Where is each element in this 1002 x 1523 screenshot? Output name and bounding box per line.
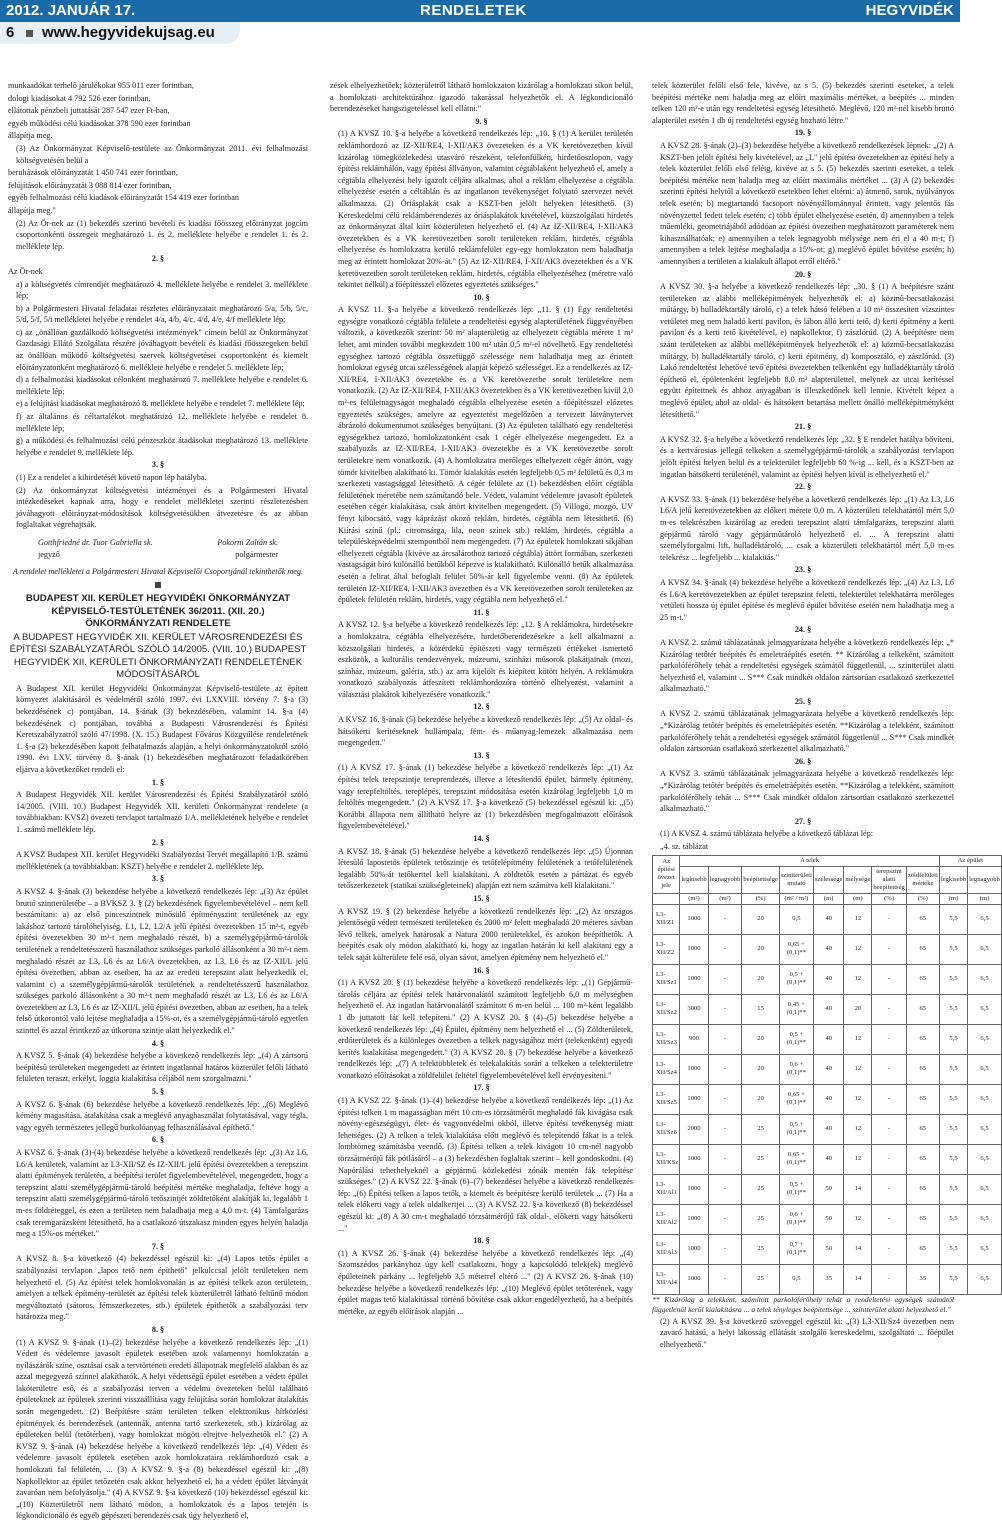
decree-subheading: A BUDAPEST HEGYVIDÉK XII. KERÜLET VÁROSRENDEZÉSI ÉS ÉPÍTÉSI SZABÁLYZATÁRÓL SZÓLÓ 14/2005. (VIII. 10.) BUDAPEST HEGYVIDÉK XII. KERÜLETI ÖNKORMÁNYZATI RENDELETÉNEK MÓDOSÍTÁSÁRÓL — [9, 631, 307, 681]
table-row — [653, 1084, 1002, 1114]
paragraph: A KVSZ 18. §-ának (5) bekezdése helyébe a következő rendelkezés lép: „(5) Újonnan létesülő lapostetős épületek tetőszintje és tetőfelépítmény felületének a tetőfelületének legalább 50%-át tetőkerttel kell kialakítani. A zöldtetők esetén a pártázat és egyéb tetőszerkezetek (statikai szükségleteinek) alapján ezt nem számítva kell kialakítani." — [338, 846, 633, 891]
table-cell: 6,5 — [968, 1084, 1002, 1114]
table-cell: 25 — [742, 1114, 779, 1144]
table-cell: 0,65 +(0,1)** — [779, 1084, 813, 1114]
table-unit: (m) — [939, 893, 967, 904]
section-number: 27. § — [794, 816, 812, 826]
table-cell: 40 — [813, 1114, 843, 1144]
separator-square-icon — [8, 580, 308, 592]
paragraph: A KVSZ 5. §-ának (4) bekezdése helyébe a következő rendelkezés lép: „(4) A zártsorú beépítésű területeken megengedett az érintett ingatlannal határos közterület felőli látható felületen teraszt, erkélyt, loggia kialakítása céljából nem szorgalmazni." — [16, 1051, 308, 1084]
table-cell: 0,6 +(0,1)** — [779, 1204, 813, 1234]
table-cell: 0,5 +(0,1)** — [779, 964, 813, 994]
page-number: 6 — [6, 24, 15, 41]
table-cell: 2000 — [680, 1114, 708, 1144]
table-cell: - — [872, 934, 907, 964]
paragraph: A KVSZ 6. §-ának (3)-(4) bekezdése helyébe a következő rendelkezés lép: „(3) Az L6, L6/A kerületek, valamint az L3-XII/SZ és IZ-XII/L jelű építési övezetekben a terepszint alatti építmények területén, a beépítési terület figyelembevételével, megengedett, hogy a terepszint alatti személygépjármű-tároló beépítési mértéke meghaladja, feltéve hogy a terepszint alatti személygépjármű-tároló tetőszintjét zöldtetőként alakítják ki, legalább 1 m-es földréteggel, és ezen a területen nem haladhatja meg a 4,0 m-t. (4) Támfalgarázs csak teremgarázsként létesíthető, ha a csatlakozó útszakasz minden egyes helyén haladja meg a 15%-os mértéket." — [16, 1148, 308, 1239]
list-item: f) az általános és céltartalékot meghatározó 12. melléklete helyébe e rendelet 8. melléklete lép; — [16, 412, 308, 433]
table-cell: 65 — [906, 1174, 939, 1204]
table-cell: 6,5 — [968, 934, 1002, 964]
table-cell: 50 — [813, 1234, 843, 1264]
table-row — [653, 1204, 1002, 1234]
zone-code-cell: L3-XII/Al4 — [653, 1264, 680, 1294]
section-number: 4. § — [151, 1038, 165, 1048]
table-cell: 65 — [906, 964, 939, 994]
paragraph: A Budapest XII. kerület Hegyvidéki Önkormányzat Képviselő-testülete az épített környezet alakításáról és védelméről szóló 1997. évi LXXVIII. törvény 7. §-a (3) bekezdésének c) pontjában, 14. §-ának (3) bekezdésében, valamint 14. §-a (4) bekezdésének c) pontjában, továbbá a Budapesti Városrendezési és Építési Keretszabályzatról szóló 47/1998. (X. 15.) Budapest Főváros Közgyűlése rendeletének 1. §-a (2) bekezdésében kapott felhatalmazás alapján, a helyi önkormányzatokról szóló 1990. évi LXV. törvény 8. §-ának (1) bekezdésében meghatározott feladatkörében eljárva a következőket rendeli el: — [16, 683, 308, 774]
paper-name: HEGYVIDÉK — [865, 2, 954, 19]
table-cell: 20 — [742, 1084, 779, 1114]
table-cell: - — [708, 1114, 742, 1144]
table-unit — [653, 893, 680, 904]
section-number: 9. § — [475, 116, 488, 126]
issue-date: 2012. JANUÁR 17. — [6, 2, 136, 19]
table-cell: 14 — [844, 1264, 872, 1294]
table-cell: 20 — [742, 904, 779, 934]
list-item: g) a működési és felhalmozási célú pénzeszköz átadásokat meghatározó 13. melléklete helyébe e rendelet 9. melléklete lép. — [16, 436, 308, 457]
table-header: legkisebb — [680, 866, 708, 893]
table-cell: 50 — [813, 1204, 843, 1234]
paragraph: A KVSZ 2. számú táblázatának jelmagyarázata helyébe a következő rendelkezés lép: „*Kizárólag tetőtér beépítés és emeletráépítés esetén. **Kizárólag a telekként, számított parkolóférőhely tehát a rendeltetési egységek számától függetlenül ... S*** Csak mindkét oldalon zártsorúan csatlakozó szerkezettel alkalmazható." — [660, 709, 954, 754]
section-number: 10. § — [473, 292, 490, 302]
table-cell: - — [872, 904, 907, 934]
paragraph: A KVSZ 12. §-a helyébe a következő rendelkezés lép: „12. § A reklámokra, hirdetésekre a homlokzatra, cégtábla elhelyezésére, hirdetőberendezésekre a kell alkalmazni a közszolgálati hirdetés, a közérdekű építészeti vagy természeti értékeket ismertető eszközök, a kulturális rendezvények, múzeumi, színházi műsorok plakátjainak (mozi, színház, múzeum, galéria, stb.) az arra kijelölt és kiépített kötött helyén. A reklámokra vonatkozó szabályozás átfeszített reklámhordozóra történő elhelyezést, valamint a választási plakátok kihelyezésére vonatkozik." — [338, 620, 633, 699]
table-header: beépítettsége — [742, 866, 779, 893]
table-cell: 0,65 +(0,1)** — [779, 1144, 813, 1174]
zone-code-cell: L3-XII/Al3 — [653, 1234, 680, 1264]
table-cell: - — [708, 1264, 742, 1294]
zone-code-cell: L3-XII/Al1 — [653, 1174, 680, 1204]
table-footnote: ** Kizárólag a telekként, számított parkolóférőhely tehát a rendeltetési egységek számától függetlenül kerül kialakításra ... a telek tényleges beépítettsége ... szintterület alatti helyezhető el." — [652, 1294, 954, 1314]
table-cell: 5,5 — [939, 1144, 967, 1174]
table-cell: 25 — [742, 1264, 779, 1294]
section-number: 2. § — [151, 254, 165, 264]
section-number: 12. § — [473, 702, 490, 712]
paragraph: (2) A KVSZ 39. §-a következő szöveggel egészül ki: „(3) L3-XII/Sz4 övezetben nem zavaró hatású, a helyi lakosság ellátását szolgáló kereskedelmi, szolgáltató ... főépület elhelyezhető." — [660, 1316, 954, 1349]
table-cell: - — [708, 1054, 742, 1084]
zone-code-cell: L3-XII/Sz5 — [653, 1084, 680, 1114]
table-cell: - — [872, 1024, 907, 1054]
section-number: 3. § — [151, 874, 165, 884]
table-header: Az épület — [939, 855, 1001, 866]
table-cell: 65 — [906, 1144, 939, 1174]
table-cell: 0,5 +(0,1)** — [779, 1174, 813, 1204]
table-unit: (m²) — [708, 893, 742, 904]
table-header: mélysége — [844, 866, 872, 893]
table-cell: 12 — [844, 934, 872, 964]
table-cell: 5,5 — [939, 934, 967, 964]
budget-line: ellátottak pénzbeli juttatását 287 547 ezer Ft-ban, — [8, 106, 170, 116]
table-cell: 0,6 +(0,1)** — [779, 1054, 813, 1084]
section-number: 14. § — [473, 834, 490, 843]
zone-code-cell: L3-XII/Sz1 — [653, 964, 680, 994]
table-cell: 20 — [742, 964, 779, 994]
article-columns — [0, 80, 1000, 1521]
table-cell: 5,5 — [939, 994, 967, 1024]
table-unit: (m) — [813, 893, 843, 904]
table-cell: - — [872, 994, 907, 1024]
table-cell: - — [872, 1054, 907, 1084]
table-cell: 40 — [813, 1054, 843, 1084]
paragraph: A KVSZ 34. §-ának (4) bekezdése helyébe a következő rendelkezés lép: „(4) Az L3, L6 és L6/A keretövezetekben az épület terepszint feletti, telekterület telekhatárra merőleges vetületi hossza új épület építése és meglévő épület bővítése esetén nem haladhatja meg a 25 m-t." — [660, 577, 954, 622]
table-cell: 5,5 — [939, 904, 967, 934]
paragraph: (1) A KVSZ 22. §-ának (1)–(4) bekezdése helyébe a következő rendelkezés lép: „(1) Az építési telken 1 m magasságban mért 10 cm-es törzsátmérőt meghaladó fák kivágása csak növény-egészségügyi, élet- és vagyonvédelmi okból, illetve építési tevékenység miatt lehetséges. (2) A telken a telek kialakítása előtt meglévő és telepítendő fákat is a telek lombtömeg számításba veendő. (3) Építési telken a telek kivágott 10 cm-nél nagyobb törzsátmérőjű fák pótlásáról – a (3) bekezdésben foglaltak szerint – kell gondoskodni. (4) Napórálási teherhelyeknél a gépjármű közlekedési zónák mentén fák telepítése szükséges." (2) A KVSZ 22. §-ának (6)–(7) bekezdései helyébe a következő rendelkezés lép: „(6) Építési telken a lapos tetők, a kiemelt és beépítésre kerülő területek ... (7) Ha a telek előkerti vagy a telek oldalkertjei ... (3) A KVSZ 22. §-a következő (8) bekezdéssel egészül ki: „(8) A 30 cm-t meghaladó törzsátmérőjű fák oldal-, előkerti vagy hátsókerti ..." — [338, 1096, 633, 1233]
paragraph: (1) A KVSZ 20. § (1) bekezdése helyébe a következő rendelkezés lép: „(1) Gépjármű-tárolás céljára az építési telek határvonalától számított legfeljebb 6,0 m mélységben helyezhető el. Az ingatlan határvonalától számított 6 m-en belül ... 100 m²-ként legalább 1 db juttatott fát kell telepíteni." (2) A KVSZ 20. § (4)–(5) bekezdése helyébe a következő rendelkezés lép: „(4) Épület, építmény nem helyezhető el ... (5) Zöldterületek, erdőterületek és a különleges övezetben a telkek nagyságához mért (telekenként) egyedi kerítés kialakítása megengedett." (3) A KVSZ 20. § (7) bekezdése helyébe a következő rendelkezés lép: „(7) A telektöbbletek és telekalakítás során a telkeken a telekterületre vonatkozó előírásokat a zöldfelület feltétel figyelembevételével kell érvényesíteni." — [338, 978, 633, 1080]
table-cell: 3000 — [680, 994, 708, 1024]
table-row — [653, 1054, 1002, 1084]
table-header: zöldfelületi mértéke — [906, 866, 939, 893]
section-number: 21. § — [794, 422, 812, 432]
zone-code-cell: L3-XII/Sz4 — [653, 1054, 680, 1084]
table-row — [653, 1144, 1002, 1174]
table-cell: 20 — [742, 1054, 779, 1084]
table-cell: 6,5 — [968, 1174, 1002, 1204]
zone-code-cell: L3-XII/Z2 — [653, 934, 680, 964]
paragraph: A KVSZ 2. számú táblázatának jelmagyarázata helyébe a következő rendelkezés lép: „* Kizárólag tetőtér beépítés és emeletráépítés esetén. ** Kizárólag a telkeként, számított parkolóférőhely tehát a rendeltetési egységek számától függetlenül, ... szintterület alatti helyezhető el, valamint ... S*** Csak mindkét oldalon zártsorúan csatlakozó szerkezettel alkalmazható." — [660, 637, 954, 694]
table-header: szintterületi mutató — [779, 866, 813, 893]
table-cell: - — [708, 1084, 742, 1114]
table-caption: „4. sz. táblázat — [660, 842, 709, 851]
zone-code-cell: L3-XII/Z1 — [653, 904, 680, 934]
table-cell: 6,5 — [968, 964, 1002, 994]
paragraph: A KVSZ Budapest XII. kerület Hegyvidéki Szabályozási Tervét megállapító 1/B. számú mellékletének (a továbbiakban: KSZT) helyébe e rendelet 2. melléklete lép. — [16, 850, 308, 871]
column-1 — [8, 80, 308, 1523]
section-number: 5. § — [151, 1087, 165, 1097]
section-number: 1. § — [151, 777, 165, 787]
list-item: e) a felújítási kiadásokat meghatározó 8. melléklete helyébe e rendelet 7. melléklete lép; — [16, 399, 305, 409]
section-number: 13. § — [473, 750, 490, 760]
budget-line: egyéb működési célú kiadásokat 378 590 ezer forintban — [8, 118, 191, 128]
table-cell: - — [872, 1264, 907, 1294]
table-cell: 1000 — [680, 1174, 708, 1204]
table-cell: 0,7 +(0,1)** — [779, 1234, 813, 1264]
section-number: 24. § — [794, 625, 812, 635]
table-cell: 25 — [742, 1144, 779, 1174]
section-number: 7. § — [151, 1241, 165, 1251]
table-cell: 65 — [906, 1054, 939, 1084]
section-number: 19. § — [794, 128, 812, 138]
paragraph: A Budapest Hegyvidék XII. kerület Városrendezési és Építési Szabályzatáról szóló 14/2005. (VIII. 10.) Budapest Hegyvidék XII. kerületi Önkormányzat rendelete (a továbbiakban: KVSZ) övezeti tervlapot tartalmazó 1/A. mellékletének helyébe e rendelet 1. számú melléklete lép. — [16, 790, 308, 834]
table-cell: 6,5 — [968, 1234, 1002, 1264]
table-unit: (m) — [844, 893, 872, 904]
table-cell: 40 — [813, 964, 843, 994]
list-item: a) a költségvetés címrendjét meghatározó 4. melléklete helyébe e rendelet 3. melléklete lép; — [16, 279, 308, 301]
table-cell: 5,5 — [939, 1114, 967, 1144]
table-header: Az építési övezet jele — [653, 855, 680, 893]
table-cell: 0,5 — [779, 1264, 813, 1294]
table-cell: 65 — [906, 1084, 939, 1114]
table-cell: 12 — [844, 1204, 872, 1234]
table-cell: 0,5 — [779, 904, 813, 934]
section-number: 8. § — [151, 1324, 165, 1334]
paragraph: (1) Ez a rendelet a kihirdetését követő napon lép hatályba. — [16, 473, 207, 482]
table-unit: (%) — [872, 893, 907, 904]
table-cell: 5,5 — [939, 1174, 967, 1204]
table-row — [653, 934, 1002, 964]
table-cell: 1000 — [680, 904, 708, 934]
budget-line: dologi kiadásokat 4 792 526 ezer forintban, — [8, 93, 151, 103]
table-cell: 0,5 +(0,1)** — [779, 1024, 813, 1054]
signature-left-name: Gotthfriedné dr. Tuor Gabriella sk. — [38, 537, 153, 547]
table-header: legnagyobb — [968, 866, 1002, 893]
table-unit: (%) — [906, 893, 939, 904]
paragraph: A KVSZ 32. §-a helyébe a következő rendelkezés lép: „32. § E rendelet hatálya bővíteni, és a kertvárosias jellegű telkeken a személygépjármű-tárolók a szabályozási tervlapon jelölt építési helyen belül és a telekterület legfeljebb 60 %-ig ... kell, és a KSZT-ben az ingatlan hátsókerti területénél, valamint az építési helyen kívül is elhelyezhető el." — [660, 434, 954, 479]
table-unit: (m² / m²) — [779, 893, 813, 904]
table-cell: - — [872, 1234, 907, 1264]
table-row — [653, 994, 1002, 1024]
paragraph: A KVSZ 16. §-ának (5) bekezdése helyébe a következő rendelkezés lép: „(5) Az oldal- és hátsókerti kerítéseknek hullámpala, fém- és műanyag-lemezek alkalmazása nem megengedett." — [338, 715, 633, 748]
table-row — [653, 1234, 1002, 1264]
table-header: szélessége — [813, 866, 843, 893]
table-row — [653, 1174, 1002, 1204]
table-cell: 65 — [906, 1024, 939, 1054]
table-cell: 5,5 — [939, 964, 967, 994]
list-item: c) az „önállóan gazdálkodó költségvetési intézmények" címein belül az Önkormányzat Gazdasági Ellátó Szolgálata részére jóváhagyott bevételi és kiadási főösszegeken belül az önállóan működő költségvetési szervek költségvetései csoportonként és kiemelt előirányzatonként meghatározó 6. melléklete helyébe e rendelet 5. melléklete lép; — [16, 327, 308, 372]
table-cell: 40 — [813, 904, 843, 934]
bullet-square-icon — [26, 30, 33, 37]
table-cell: 40 — [813, 1144, 843, 1174]
table-cell: 1000 — [680, 1234, 708, 1264]
table-cell: 40 — [813, 1024, 843, 1054]
paragraph: (1) A KVSZ 26. §-ának (4) bekezdése helyébe a következő rendelkezés lép: „(4) Szomszédos parkányhoz úgy kell csatlakozni, hogy a kapcsolódó telek(ek) meglévő épületeinek párkány ... legfeljebb 3,5 méterrel eltérő ..." (2) A KVSZ 26. §-ának (10) bekezdése helyébe a következő rendelkezés lép: „(10) Meglévő épület tetőterének, vagy épület magas tető kialakítással történő bővítése csak akkor engedélyezhető, ha a beépítés mértéke, az egyéb előírások alapján ... — [338, 1248, 633, 1316]
zone-code-cell: L3-XII/Al2 — [653, 1204, 680, 1234]
table-cell: - — [708, 1144, 742, 1174]
table-cell: 65 — [906, 1204, 939, 1234]
paragraph: A KVSZ 6. §-ának (6) bekezdése helyébe a következő rendelkezés lép: „(6) Meglévő kémény magasítása, átalakítása csak a meglévő anyaghasználat folytatásával, vagy tégla, vagy egyéb természetes jellegű burkolóanyag felhasználásával építhető." — [16, 1099, 308, 1132]
paragraph: A KVSZ 19. § (2) bekezdése helyébe a következő rendelkezés lép: „(2) Az országos jelentőségű védett természeti területeken és 2000 m² felett meghaladó 20 méteres sávban lévő telkek, amelyek határosak a Natura 2000 területekkel, és azokon beépíthetők. A beépítés csak oly módon alakítható ki, hogy az ingatlan határán ki kell alakítani egy a telek saját külterülete felé eső, olyan sávot, amelyen építmény nem helyezhető el." — [338, 906, 633, 962]
paragraph: A KVSZ 4. §-ának (3) bekezdése helyébe a következő rendelkezés lép: „(3) Az épület bruttó szintterületébe – a BVKSZ 3. § (2) bekezdésének figyelembevételével – nem kell beszámítani: a) az első pinceszintnek minősülő építményszint területének az egy lakáshoz tartozó tárolóhelyiség, L1, L2, L2/A jelű építési övezetekben 15 m²-t, egyéb építési övezetekben 30 m²-t nem meghaladó részét, b) a személygépjármű-tárolók területének a rendeltetésszerű használathoz szükséges parkoló állásonként a 30 m²-t nem meghaladó részét az L3, L6 és az L6/A övezetekben, az L3, L6 és az IZ-XII/L jelű építési övezetben, abban az esetben, ha az az eredeti terepszint alatt helyezkedik el, valamint c) a személygépjármű-tárolók területének a rendeltetésszerű használathoz szükséges parkoló állásonként a 30 m²-t nem meghaladó részét az L3, L6 és az L6/A övezetekben az L3, L6 és az IZ-XII/L jelű építési övezetben, abban az esetben, ha a telek felső útkorontól való lejtése meghaladja a 15%-ot, és a személygépjármű-tároló egyetlen szinttel és azzal érintkező az útkorona szintje alatt helyezkedik el." — [16, 886, 308, 1036]
zone-code-cell: L3-XII/Sz2 — [653, 994, 680, 1024]
table-cell: 35 — [813, 1264, 843, 1294]
paragraph: (3) Az Önkormányzat Képviselő-testülete az Önkormányzat 2011. évi felhalmozási költségvetésén belül a — [16, 143, 308, 165]
table-unit: (%) — [742, 893, 779, 904]
table-cell: - — [872, 964, 907, 994]
zoning-table — [652, 855, 1002, 1295]
table-cell: 65 — [906, 994, 939, 1024]
table-cell: - — [872, 1174, 907, 1204]
site-url[interactable]: www.hegyvidekujsag.eu — [42, 24, 215, 41]
signature-right-name: Pokorni Zoltán sk. — [217, 537, 278, 547]
table-row — [653, 1024, 1002, 1054]
table-header: terepszint alatti beépítettség — [872, 866, 907, 893]
budget-line: munkaadókat terhelő járulékokat 955 011 ezer forintban, — [8, 81, 194, 90]
table-cell: 40 — [813, 994, 843, 1024]
table-cell: 5,5 — [939, 1084, 967, 1114]
table-cell: 25 — [742, 1234, 779, 1264]
table-cell: 1000 — [680, 964, 708, 994]
table-cell: - — [708, 994, 742, 1024]
section-number: 22. § — [794, 482, 812, 492]
section-number: 18. § — [473, 1236, 490, 1246]
table-cell: 65 — [906, 1234, 939, 1264]
table-header: A telek — [680, 855, 940, 866]
paragraph: A KVSZ 28. §-ának (2)–(3) bekezdése helyébe a következő rendelkezések lépnek: „(2) A KSZT-ben jelölt építési hely kivételével, az „L" jelű építési övezetekben az építési hely a telek közterület felőli első feléig, kivéve az s 5. (5) bekezdés szerinti eseteket, a telek beépítési mértéke nem haladja meg az előírt maximális mértéket ... (3) A (2) bekezdés szerinti építési helytől a következő esetekben lehet eltérni: a) átmenő, sarok, nyúlványos telek esetén; b) megtartandó facsoport növényállománnyal érintett, vagy jelentős fás növényzettel fedett telek esetén; c) több épület elhelyezése esetén, d) amennyiben a telek műemléki, geometriájából adódóan az építési övezetben meghatározott paraméterek nem kihasználhatóak; e) amennyiben a telek legnagyobb mélysége nem éri el a 40 m-t; f) amennyiben a telek lejtése meghaladja a 15%-ot; g) meglévő épület bővítése esetén; h) amennyiben a területen a kialakult állapot erről eltérő." — [660, 140, 954, 266]
table-header: legkisebb — [939, 866, 967, 893]
table-cell: 6,5 — [968, 1204, 1002, 1234]
table-cell: 12 — [844, 1054, 872, 1084]
table-cell: 6,5 — [968, 1054, 1002, 1084]
table-cell: - — [708, 904, 742, 934]
table-cell: 40 — [813, 934, 843, 964]
section-number: 2. § — [151, 837, 165, 847]
table-cell: 5,5 — [939, 1234, 967, 1264]
table-unit: (m) — [968, 893, 1002, 904]
table-cell: 12 — [844, 904, 872, 934]
paragraph: A KVSZ 30. §-a helyébe a következő rendelkezés lép: „30. § (1) A beépítésre szánt területeken az alábbi melléképítmények helyezhetők el: a) közmű-becsatlakozási műtárgy, b) hulladéktartály tároló, c) a telek hátsó felében a 10 m² összesített vízszintes vetületet meg nem haladó kerti pavilon, és lábon álló kerti tető, d) kerti építmény a kerti pavilon és a kerti tető kivételével, e) napkollektor, f) zászlórúd. (2) A beépítésre nem szánt területeken az alábbi melléképítmények helyezhetők el: a) közmű-becsatlakozási műtárgy, b) hulladéktartály tároló, c) kerti építmény, d) komposztáló, e) zászlórúd. (3) Lakó rendeltetést lehetővé tevő építési övezetekben telkenként egy hulladéktartály tároló építhető el, épületenként legfeljebb 8,0 m² alapterülettel, melynek az utcai kerítéssel együtt építettnek és ahhoz anyagában is illeszkedőnek kell lennie. Kivételt képez a meglévő épület, ahol az oldal- és hátsókert betartása mellett önálló melléképítményként létesíthető." — [660, 282, 954, 419]
signature-titles — [38, 549, 278, 561]
top-bar — [0, 0, 960, 22]
table-cell: 6,5 — [968, 1264, 1002, 1294]
table-cell: 65 — [906, 934, 939, 964]
table-cell: 1000 — [680, 1054, 708, 1084]
table-cell: 12 — [844, 1144, 872, 1174]
table-cell: 0,65 +(0,1)** — [779, 934, 813, 964]
table-cell: 20 — [742, 934, 779, 964]
paragraph: (1) A KVSZ 10. §-a helyébe a következő rendelkezés lép: „10. § (1) A kerület területén reklámhordozó az IZ-XII/RE4, I-XII/AK3 övezeteken és a VK keretövezetben kívül kizárólag tömegközlekedési utasváró részeként, telefonfülkén, hirdetőoszlopon, vagy építési reklámhálón, vagy építési állványon, valamint cégtáblaként helyezhető el, amely a cégtábla elhelyezési hely igazolt céljára alkalmas, ahol a reklám elhelyezése a cégtábla elhelyezése esetén a céltáblán és az ingatlanon tevékenységet folytató szervezet nevét alkalmazza. (2) Óriásplakát csak a KSZT-ben jelölt helyeken létesíthető. (3) Kereskedelmi célú reklámberendezés az óriásplakátok kivételével, közszolgálati hirdetés az önkormányzat által kiírt közterületen helyezhető el. (4) Az IZ-XII/RE4, I-XII/AK3 övezetekben és a VK keretövezetben sorolt területeken reklám, hirdetés, cégtábla elhelyezése és homlokzatra kerülő reklámfelület egy-egy homlokzaton nem haladhatja meg az érintett homlokzat 20%-át." (5) Az IZ-XII/RE4, I-XII/AK3 övezetekben és a VK keretövezetben sorolt területeken reklám, hirdetés, cégtábla elhelyezéséhez (méretre való tekintet nélkül) a főépítésszel előzetes egyeztetés szükséges." — [338, 129, 633, 290]
zone-code-cell: L3-XII/Sz3 — [653, 1024, 680, 1054]
list-item: d) a felhalmozási kiadásokat célonként meghatározó 7. melléklete helyébe e rendelet 6. melléklete lép; — [16, 375, 308, 396]
zoning-table-body — [653, 904, 1002, 1294]
section-number: 20. § — [794, 269, 812, 279]
table-cell: 20 — [742, 1024, 779, 1054]
table-cell: 6,5 — [968, 1114, 1002, 1144]
budget-line: beruházások előirányzatát 1 450 741 ezer forintban, — [8, 168, 178, 178]
table-cell: 50 — [813, 1174, 843, 1204]
signature-right-title: polgármester — [235, 549, 278, 559]
paragraph: A KVSZ 33. §-ának (1) bekezdése helyébe a következő rendelkezés lép: „(1) Az L3, L6 L6/A jelű keretövezetekben az előkert mérete 0,0 m. A közterületi telekhatártól mért 5,0 m-es telekrészben kizárólag az eredeti terepszint alatti támfalgarázs, terepszint alatti gépjármű tároló vagy gépjárműtároló helyezhető el. ... A terepszint alatti személyforgalmi lift, hulladéktároló, ... csak a közterületi telekhatártól mért 5,0 m-es telekrész ... legfeljebb ... kialakítás." — [660, 494, 954, 562]
table-cell: 6,5 — [968, 994, 1002, 1024]
table-header: legnagyobb — [708, 866, 742, 893]
paragraph: (1) A KVSZ 17. §-ának (1) bekezdése helyébe a következő rendelkezés lép: „(1) Az építési telek terepszintje tereprendezés, illetve a létesítendő épület, bármely építmény, vagy terepfeltöltés, tereplépés, terepszint módosítása esetén kizárólag legfeljebb 1,0 m feltöltés megengedett." (2) A KVSZ 17. §-a következő (5) bekezdéssel egészül ki: „(5) Korábbi állapota nem állítható helyre az (1) bekezdésben megfogalmazott előírások figyelembevételével." — [338, 763, 633, 831]
table-cell: - — [872, 1144, 907, 1174]
table-cell: 1000 — [680, 934, 708, 964]
column-3 — [652, 80, 1000, 1351]
table-cell: - — [708, 1024, 742, 1054]
signature-names — [38, 537, 278, 549]
table-cell: 65 — [906, 904, 939, 934]
table-cell: 14 — [844, 1174, 872, 1204]
table-cell: 20 — [844, 994, 872, 1024]
table-cell: 5,5 — [939, 1204, 967, 1234]
table-cell: 14 — [844, 1234, 872, 1264]
section-number: 6. § — [151, 1135, 165, 1145]
table-cell: 6,5 — [968, 904, 1002, 934]
table-row — [653, 1264, 1002, 1294]
table-cell: 12 — [844, 1084, 872, 1114]
paragraph: (2) Az Ör-nek az (1) bekezdés szerinti bevételi és kiadási főösszeg előirányzat jogcím csoportonkénti összegeit meghatározó 1. és 2. melléklete helyébe e rendelet 1. és 2. melléklete lép. — [16, 218, 308, 251]
table-cell: 1000 — [680, 1144, 708, 1174]
budget-line: állapítja meg." — [8, 205, 56, 215]
paragraph: (1) A KVSZ 4. számú táblázata helyébe a következő táblázat lép: — [660, 829, 874, 839]
budget-line: egyéb felhalmozási célú kiadások előirányzatát 154 419 ezer forintban — [8, 193, 239, 203]
table-row — [653, 1114, 1002, 1144]
paragraph: (1) A KVSZ 9. §-ának (1)–(2) bekezdése helyébe a következő rendelkezés lép: „(1) Védett és védelemre javasolt épületek esetében azok valamennyi homlokzatán a nyílászárók színe, osztásai csak a tervtörténeti eredeti állapotnak megfelelő alakban és az azzal megegyező színnel alakíthatók. A helyi védettségű épület esetében a védett épület lakóterületre eső, és a szabályozási terven a védelmi övezeteken belül található épületeknek az épületek szerinti visszaállítása vagy felújítása során homlokzat átalakítás során megengedett. (2) Beépítésre szánt területen telken elektronikus hírközlési építmények és berendezések (antennák, antenna tartó szerkezetek, stb.) kizárólag az épületeken belül (tetőtérben), vagy homlokzat mögött elrejtve helyezhetők el." (2) A KVSZ 9. §-ának (4) bekezdése helyébe a következő rendelkezés lép: „(4) Védett és védelemre javasolt épületek esetében azok homlokzataira reklámhordozó csak a homlokzati fal felületén, ... (3) A KVSZ 9. §-a (8) bekezdéssel egészül ki: „(8) Napkollektor az épület tetőzetén csak akkor helyezhető el, ha a védett épület látványát zavaróan nem befolyásolja." (4) A KVSZ 9. §-a következő (10) bekezdéssel egészül ki: „(10) Közterületről nem látható módon, a homlokzatok és a lapos tetején is légkondicionáló és egyéb gépészeti berendezés csak úgy helyezhető el, — [16, 1337, 308, 1521]
budget-line: felújítások előirányzatát 3 088 814 ezer forintban, — [8, 180, 172, 190]
table-row — [653, 964, 1002, 994]
decree-heading: BUDAPEST XII. KERÜLET HEGYVIDÉKI ÖNKORMÁNYZAT KÉPVISELŐ-TESTÜLETÉNEK 36/2011. (XII. 20.) ÖNKORMÁNYZATI RENDELETE — [25, 593, 291, 630]
paragraph: telek közterület felőli első fele, kivéve, az s 5. (5) bekezdés szerinti eseteket, a telek beépítési mértéke nem haladja meg az előírt maximális mértéket, a beépítés ... minden telken 120 m²-e után egy rendeltetési egység létesíthető. Meglévő, 120 m²-nél kisebb bruttó alapterület esetén 1 db új rendeltetési egység hozható létre." — [652, 81, 954, 125]
table-cell: 25 — [742, 1174, 779, 1204]
paragraph: A KVSZ 8. §-a következő (4) bekezdéssel egészül ki: „(4) Lapos tetős épület a szabályozási tervlapon „lapos tető nem építhető" jelkulccsal jelölt területeken nem helyezhető el. (5) Az építési telek homlokvonalán is az építési telkek azon területein, amelyen a telkek építmény-területét az építési telek közterületről látható feltűnő módon megváltoztató (sátoros, fémszerkezetes, stb.) épületek építhetők a szabályozási terv határozza meg." — [16, 1254, 308, 1322]
section-number: 11. § — [473, 607, 490, 617]
table-cell: 65 — [906, 1114, 939, 1144]
section-title: RENDELETEK — [420, 2, 527, 19]
table-cell: 6,5 — [968, 1144, 1002, 1174]
table-cell: - — [708, 964, 742, 994]
table-cell: - — [708, 1174, 742, 1204]
annex-note: A rendelet mellékletei a Polgármesteri Hivatal Képviselői Csoportjánál tekinthetők meg. — [12, 567, 304, 577]
section-number: 17. § — [473, 1083, 490, 1093]
table-cell: 5,5 — [939, 1024, 967, 1054]
table-cell: 15 — [742, 994, 779, 1024]
table-cell: - — [872, 1084, 907, 1114]
table-cell: - — [708, 1204, 742, 1234]
table-cell: - — [708, 934, 742, 964]
section-number: 16. § — [473, 965, 490, 975]
paragraph: A KVSZ 3. számú táblázatának jelmagyarázata helyébe a következő rendelkezés lép: „*Kizárólag tetőtér beépítés és emeletráépítés esetén. **Kizárólag a telekként, számított parkolóférőhely tehát ... S*** Csak mindkét oldalon zártsorúan csatlakozó szerkezettel alkalmazható." — [660, 769, 954, 814]
paragraph: zések elhelyezhetőek; közterületről látható homlokzaton kizárólag a homlokzati síkon belül, a homlokzati architektúrához igazodó takarással helyezhetők el. A légkondicionáló berendezéseket hangszigeteléssel kell ellátni." — [330, 81, 633, 114]
table-cell: - — [872, 1114, 907, 1144]
table-cell: 12 — [844, 1114, 872, 1144]
table-cell: 1000 — [680, 1264, 708, 1294]
sub-bar — [0, 22, 960, 44]
table-cell: - — [708, 1234, 742, 1264]
signature-left-title: jegyző — [38, 549, 60, 559]
table-cell: 0,45 +(0,1)** — [779, 994, 813, 1024]
paragraph: A KVSZ 11. §-a helyébe a következő rendelkezés lép: „11. § (1) Egy rendeltetési egységre vonatkozó cégtábla felülete a rendeltetési egység alapterületének függvényében változik, a következők szerint: 50 m² alapterületig az elhelyezett cégtábla mérete 1 m² lehet, ami minden további megkezdett 100 m² után 0,5 m²-el növelhető. Egy rendeltetési egységhez tartozó cégtábla összefüggő szélessége nem haladhatja meg az érintett homlokzat egység utcai szélességének alapját képező szélességet. Ez a rendelkezés az IZ-XII/RE4, I-XII/AK3 övezetekbe és a VK keretövezetbe sorolt területekre nem vonatkozik. (2) Az IZ-XII/RE4, I-XII/AK3 övezetekben és a VK keretövezetben kívül 2,0 m²-es felületnagyságot meghaladó cégtábla elhelyezése esetén a főépítésszel előzetes egyeztetés szükséges, amelyre az egyeztetést megelőzően a tervezett látványtervet ábrázoló dokumentumot szükséges benyújtani. (3) Az épületen található egy rendeltetési egységekhez tartozó, homlokzatonként csak 1 cégér elhelyezése megengedett. Ez a szabályozás az IZ-XII/RE4, I-XII/AK3 övezetekbe és a VK keretövezetbe sorolt területekre nem vonatkozik. (4) A homlokzatra merőleges elhelyezett cégér áttört, vagy tömör kivitelben alakítható ki. Tömör kialakítás esetén legfeljebb 0,5 m² felületű és 0,3 m szerkezeti vastagsággal létesíthető. A cégér felülete az (1) bekezdésben előírt cégtábla felületének méretébe nem számítandó bele. Védett, valamint védelemre javasolt épületek esetében cégér kialakítása, csak áttört kivitelben megengedett. (5) Villogó, mozgó, UV fényt kibocsátó, vagy káprázást okozó reklám, hirdetés, cégtábla nem létesíthető. (6) Kiírási színű (pl.: citromsárga, lila, neon színek stb.) reklám, hirdetés, cégtábla a településképvédelmi szempontból nem megengedett. (7) Az épületek homlokzati síkjában elhelyezett cégtábla (kivéve az árcsalárothoz tartozó cégtábla) áttört formában, szerkezeti vastagságát bíró különálló betűkből képezve is kialakítható. Különálló betűk alkalmazása esetén a felirat által befoglalt felület 50%-ár kell figyelembe venni. (8) Az épületek területén IZ-XII/RE4, I-XII/AK3 övezetben és a VK keretövezetben sorolt területeken az épületek felületén reklám, hirdetés, vagy cégtábla nem helyezhető el." — [338, 305, 633, 605]
list-item: b) a Polgármesteri Hivatal feladatai részletes előirányzatait meghatározó 5/a, 5/b, 5/c, 5/d, 5/f, 5/i mellékletei helyébe e rendelet 4/a, 4/b, 4/c, 4/d, 4/e, 4/f melléklete lép; — [16, 303, 308, 325]
table-cell: 12 — [844, 964, 872, 994]
section-number: 25. § — [794, 696, 812, 706]
table-cell: 6,5 — [968, 1024, 1002, 1054]
table-row — [653, 904, 1002, 934]
budget-line: állapítja meg. — [8, 131, 53, 141]
section-number: 26. § — [794, 756, 812, 766]
paragraph: (2) Az önkormányzat költségvetési intézményei és a Polgármesteri Hivatal intézkedéseket kapnak arra, hogy e rendelet mellékletei szerinti részletezésben jóváhagyott előirányzat-módosítások költségvetésükben átvezetésre és az abban foglaltakat végrehajtsák. — [16, 485, 308, 530]
paragraph: Az Ör-nek — [8, 266, 43, 276]
column-2 — [330, 80, 633, 1318]
zone-code-cell: L3-XII/KSz — [653, 1144, 680, 1174]
table-unit: (m²) — [680, 893, 708, 904]
table-cell: 900 — [680, 1024, 708, 1054]
table-cell: - — [872, 1204, 907, 1234]
section-number: 23. § — [794, 565, 812, 575]
table-cell: 0,5 +(0,1)** — [779, 1114, 813, 1144]
table-cell: 35 — [906, 1264, 939, 1294]
table-cell: 1000 — [680, 1204, 708, 1234]
section-number: 15. § — [473, 893, 490, 903]
table-cell: 12 — [844, 1024, 872, 1054]
table-cell: 1000 — [680, 1084, 708, 1114]
table-cell: 25 — [742, 1204, 779, 1234]
table-cell: 5,5 — [939, 1054, 967, 1084]
table-cell: 5,5 — [939, 1264, 967, 1294]
table-cell: 40 — [813, 1084, 843, 1114]
section-number: 3. § — [151, 460, 165, 470]
zone-code-cell: L3-XII/Sz6 — [653, 1114, 680, 1144]
